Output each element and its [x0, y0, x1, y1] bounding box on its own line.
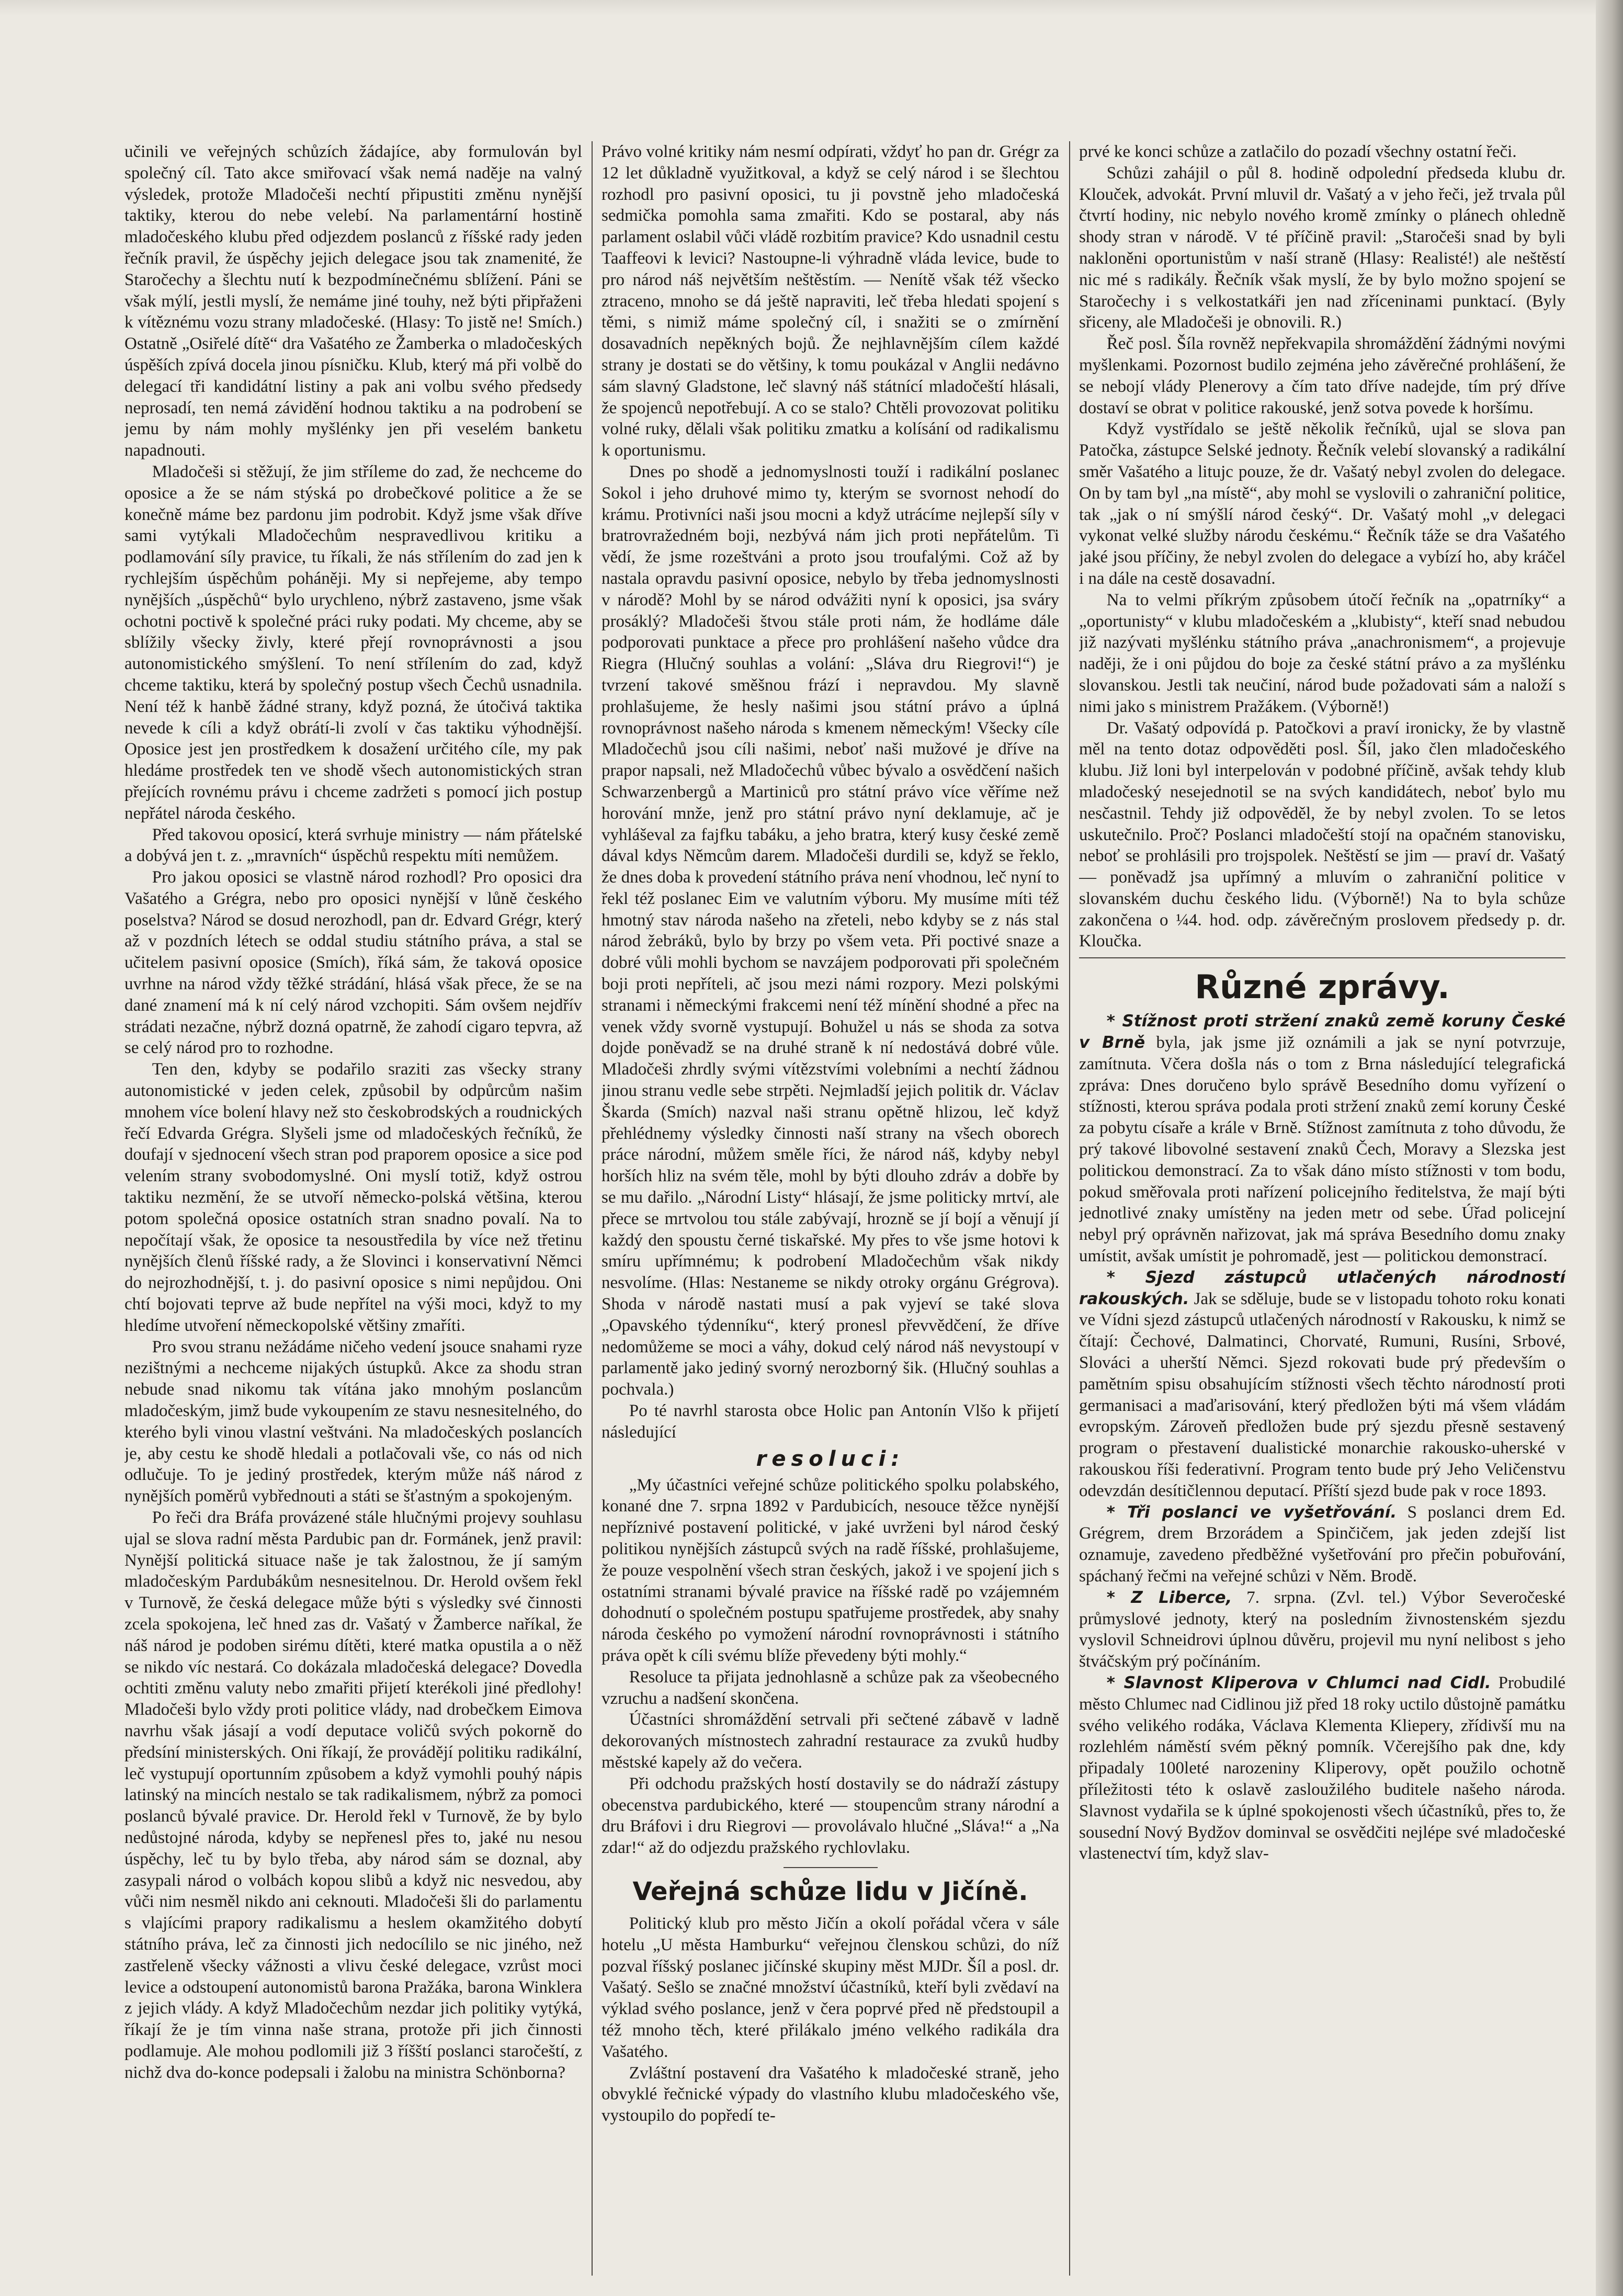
news-item-text: Jak se sděluje, bude se v listopadu tohoto roku konati ve Vídni sjezd zástupců utlačených národností v Rakousku, k nimž se čítají: Čechové, Dalmatinci, Chorvaté, Rumuni, Rusíni, Srbové, Slováci a uherští Němci. Sjezd rokovati bude prý především o pamětním spisu obsahujícím stížnosti všech těchto národností proti germanisaci a maďarisování, který předložen býti má všem vládám evropským. Zároveň předložen bude prý sjezdu přesně sestavený program o přestavení dualistické monarchie rakousko-uherské v rakouskou říši federativní. Program tento bude prý Jeho Veličenstvu odevzdán desítičlennou deputací. Příští sjezd bude pak v roce 1893. — [1079, 1289, 1565, 1500]
news-item-head: * Slavnost Kliperova v Chlumci nad Cidl. — [1106, 1673, 1491, 1692]
news-item-text: Probudilé město Chlumec nad Cidlinou již před 18 roky uctilo důstojně památku svého velikého rodáka, Václava Klementa Kliepery, zřídivší mu na rozlehlém náměstí svém pěkný pomník. Včerejšího pak dne, kdy připadaly 100leté narozeniny Kliperovy, opět použilo ochotně příležitosti této k oslavě zasloužilého buditele našeho národa. Slavnost vydařila se k úplné spokojenosti všech účastníků, přes to, že sousední Nový Bydžov dominval se osvědčiti nejlépe své mladočeské vlastenectví tím, když slav- — [1079, 1673, 1565, 1863]
news-item-head: * Z Liberce, — [1106, 1588, 1232, 1607]
column-3 — [1079, 141, 1565, 2276]
paragraph: Mladočeši si stěžují, že jim stříleme do zad, že nechceme do oposice a že se nám stýská po drobečkové politice a že se konečně máme bez pardonu jim podrobit. Když jsme však dříve sami vytýkali Mladočechům nespravedlivou kritiku a podlamování síly pravice, tu říkali, že nás střílením do zad jen k rychlejším úspěchům poháněji. My si nepřejeme, aby tempo nynějších „úspěchů“ bylo urychleno, nýbrž zastaveno, jsme však ochotni poctivě k společné práci ruky podati. My chceme, aby se sblížily všecky živly, které přejí rovnoprávnosti a jsou autonomistického smýšlení. To není střílením do zad, když chceme taktiku, která by společný postup všech Čechů usnadnila. Není též k hanbě žádné strany, když pozná, že útočivá taktika nevede k cíli a když obrátí-li zvolí v čas taktiku výhodnější. Oposice jest jen prostředkem k dosažení určitého cíle, my pak hledáme prostředek ten ve shodě všech autonomistických stran přejících rovnému právu i chceme zadržeti s pomocí jich postup nepřátel národa českého. — [124, 462, 582, 823]
section-divider — [784, 1867, 878, 1868]
news-item-text: byla, jak jsme již oznámili a jak se nyní potvrzuje, zamítnuta. Včera došla nás o tom z Brna následující telegrafická zpráva: Dnes doručeno bylo správě Besedního domu vyřízení o stížnosti, kterou správa podala proti stržení znaků zemí koruny České za pobytu císaře a krále v Brně. Stížnost zamítnuta z toho důvodu, že prý takové libovolné sestavení znaků Čech, Moravy a Slezska jest politickou demonstrací. Za to však dáno místo stížnosti v tom bodu, pokud směřovala proti nařízení policejního ředitelstva, že mají býti jednotlivé znaky umístěny na jeden metr od sebe. Úřad policejní nebyl prý oprávněn nařizovat, jak má správa Besedního domu znaky umístit, avšak umístit je pohromadě, jest — politickou demonstrací. — [1079, 1033, 1565, 1266]
paragraph: Dr. Vašatý odpovídá p. Patočkovi a praví ironicky, že by vlastně měl na tento dotaz odpověděti posl. Šíl, jako člen mladočeského klubu. Již loni byl interpelován v podobné příčině, avšak tehdy klub mladočeský nesejednotil se na svých kandidátech, neboť bylo mu nesčastnil. Tehdy již odpověděl, že by nebyl zvolen. To se letos uskutečnilo. Proč? Poslanci mladočeští stojí na opačném stanovisku, neboť se prohlásili pro trojspolek. Neštěstí se jim — praví dr. Vašatý — poněvadž jsa upřímný a mluvím o zahraniční politice v slovanském duchu českého lidu. (Výborně!) Na to byla schůze zakončena o ¼4. hod. odp. závěrečným proslovem předsedy p. dr. Kloučka. — [1079, 718, 1565, 951]
news-item — [1079, 1011, 1565, 1267]
section-rule — [1079, 957, 1565, 958]
news-item-head: * Stížnost proti stržení znaků země koruny České v Brně — [1079, 1012, 1565, 1053]
paragraph: Na to velmi příkrým způsobem útočí řečník na „opatrníky“ a „oportunisty“ v klubu mladočeském a „klubisty“, kteří snad nebudou již nazývati myšlénku státního práva „anachronismem“, a projevuje naději, že i oni půjdou do boje za české státní právo a za myšlénku slovanskou. Jestli tak neučiní, národ bude požadovati sám a naloží s nimi jako s ministrem Pražákem. (Výborně!) — [1079, 590, 1565, 716]
paragraph: Řeč posl. Šíla rovněž nepřekvapila shromáždění žádnými novými myšlenkami. Pozornost budilo zejména jeho závěrečné prohlášení, že se nebojí vlády Plenerovy a čím tato dříve nadejde, tím prý dříve dostaví se obrat v politice rakouské, jenž sotva povede k horšímu. — [1079, 334, 1565, 417]
newspaper-page — [124, 141, 1581, 2276]
page-edge — [1596, 0, 1623, 2296]
paragraph: Resoluce ta přijata jednohlasně a schůze pak za všeobecného vzruchu a nadšení skončena. — [601, 1667, 1059, 1708]
paragraph: Ten den, kdyby se podařilo sraziti zas všecky strany autonomistické v jeden celek, způsobil by odpůrcům našim mnohem více bolení hlavy než sto českobrodských a roudnických řečí Edvarda Grégra. Slyšeli jsme od mladočeských řečníků, že doufají v sjednocení všech stran pod praporem oposice a sice pod velením strany svobodomyslné. Oni myslí totiž, když ostrou taktiku nezmění, že se utvoří německo-polská většina, kterou potom společná oposice ostatních stran snadno povalí. Na to nepočítají však, že oposice ta nesoustředila by více než třetinu nynějších členů říšské rady, a že Slovinci i konservativní Němci do nejrozhodnější, t. j. do pasivní oposice s nimi nepůjdou. Oni chtí bojovati teprve až bude nepřítel na výši moci, když to my hledíme utvoření německopolské většiny zmaříti. — [124, 1060, 582, 1335]
paragraph: Před takovou oposicí, která svrhuje ministry — nám přátelské a dobývá jen t. z. „mravních“ úspěchů respektu míti nemůžem. — [124, 825, 582, 866]
news-item — [1079, 1672, 1565, 1864]
paragraph: Zvláštní postavení dra Vašatého k mladočeské straně, jeho obvyklé řečnické výpady do vlastního klubu mladočeského vše, vystoupilo do popředí te- — [601, 2063, 1059, 2125]
paragraph: Pro jakou oposici se vlastně národ rozhodl? Pro oposici dra Vašatého a Grégra, nebo pro oposici nynější v lůně českého poselstva? Národ se dosud nerozhodl, pan dr. Edvard Grégr, který až v pozdních létech se oddal studiu státního práva, a stal se učitelem pasivní oposice (Smích), říká sám, že taková oposice uvrhne na národ vždy těžké strádání, hlásá však přece, že se na dané znamení má k ní celý národ vzchopiti. Sám ovšem nejdřív strádati nezačne, nýbrž dozná opatrně, že zahodí cigaro tepvra, až se celý národ pro to rozhodne. — [124, 868, 582, 1058]
column-1 — [124, 141, 582, 2276]
paragraph: Politický klub pro město Jičín a okolí pořádal včera v sále hotelu „U města Hamburku“ veřejnou členskou schůzi, do níž pozval říšský poslanec jičínské skupiny měst MJDr. Šíl a posl. dr. Vašatý. Sešlo se značné množství účastníků, kteří byli zvědaví na výklad svého poslance, jenž v čera poprvé před ně předstoupil a též mnoho těch, které přilákalo jméno velkého radikála dra Vašatého. — [601, 1914, 1059, 2061]
paragraph: prvé ke konci schůze a zatlačilo do pozadí všechny ostatní řeči. — [1079, 142, 1517, 161]
paragraph: učinili ve veřejných schůzích žádajíce, aby formulován byl společný cíl. Tato akce smiřovací však nemá naděje na valný výsledek, protože Mladočeši nechtí připustiti změnu nynější taktiky, kterou do nebe velebí. Na parlamentární hostině mladočeského klubu před odjezdem poslanců z říšské rady jeden řečník pravil, že úspěchy jejich delegace jsou tak znamenité, že Staročechy a šlechtu nutí k bezpodmínečnému sblížení. Páni se však mýlí, jestli myslí, že nemáme jiné touhy, než býti připřaženi k vítěznému vozu strany mladočeské. (Hlasy: To jistě ne! Smích.) Ostatně „Osiřelé dítě“ dra Vašatého ze Žamberka o mladočeských úspěších zpívá docela jinou písničku. Klub, který má při volbě do delegací tři kandidátní listiny a pak ani volbu svého předsedy neprosadí, ten nemá závidění hodnou taktiku a na podrobení se jemu by nám mohly myšlénky jen při veselém banketu napadnouti. — [124, 142, 582, 460]
paragraph: Schůzi zahájil o půl 8. hodině odpolední předseda klubu dr. Klouček, advokát. První mluvil dr. Vašatý a v jeho řeči, jež trvala půl čtvrtí hodiny, nic nebylo nového kromě zmínky o plánech ohledně shody stran v národě. V té příčině pravil: „Staročeši snad by byli nakloněni oportunistům v naší straně (Hlasy: Realisté!) ale neštěstí nic mé s radikály. Řečník však myslí, že by bylo možno spojení se Staročechy i s velkostatkáři jen nad zříceninami punktací. (Byly sřiceny, ale Mladočeši je obnovili. R.) — [1079, 163, 1565, 332]
news-item-text: S poslanci drem Ed. Grégrem, drem Brzorádem a Spinčičem, jak jeden zdejší list oznamuje, zavedeno předběžné vyšetřování pro přečin pobuřování, spáchaný řečmi na veřejné schůzi v Něm. Brodě. — [1079, 1502, 1565, 1586]
paragraph: Po té navrhl starosta obce Holic pan Antonín Vlšo k přijetí následující — [601, 1401, 1059, 1442]
news-item-head: * Tři poslanci ve vyšetřování. — [1106, 1502, 1397, 1522]
paragraph: Když vystřídalo se ještě několik řečníků, ujal se slova pan Patočka, zástupce Selské jednoty. Řečník velebí slovanský a radikální směr Vašatého a litujc pouze, že dr. Vašatý nebyl zvolen do delegace. On by tam byl „na místě“, aby mohl se vyslovili o zahraniční politice, tak „jak o ní smýšlí národ český“. Dr. Vašatý mohl „v delegaci vykonat velké služby národu českému.“ Řečník táže se dra Vašatého jaké jsou příčiny, že nebyl zvolen do delegace a vybízí ho, aby kráčel i na dále na cestě dosavadní. — [1079, 420, 1565, 588]
section-title: Různé zprávy. — [1195, 968, 1450, 1006]
scan-top-shadow — [0, 0, 1596, 16]
article-headline: Veřejná schůze lidu v Jičíně. — [632, 1876, 1028, 1906]
paragraph: Dnes po shodě a jednomyslnosti touží i radikální poslanec Sokol i jeho druhové mimo ty, kterým se svornost nehodí do krámu. Protivníci naši jsou mocni a když utrácíme nejlepší síly v bratrovražedném boji, nezbývá nám jich proti nepřátelům. Ti vědí, že jsme rozeštváni a proto jsou troufalými. Což až by nastala opravdu pasivní oposice, nebylo by třeba jednomyslnosti v národě? Mohl by se národ odvážiti nyní k oposici, jsa sváry prosáklý? Mladočeši štvou stále proti nám, že hodláme dále podporovati punktace a přece pro prohlášení našeho vůdce dra Riegra (Hlučný souhlas a volání: „Sláva dru Riegrovi!“) je tvrzení takové směšnou frází i nepravdou. My slavně prohlašujeme, že hesly našimi jsou státní právo a úplná rovnoprávnost našeho národa s kmenem německým! Všecky cíle Mladočechů jsou cíli našimi, neboť naši mužové je dříve na prapor napsali, než Mladočechů vůbec bývalo a osvědčení našich Schwarzenbergů a Martiniců pro státní právo více věříme než horování mnže, jenž pro státní právo nyní deklamuje, ač je vyhláševal za fajfku tabáku, a jeho bratra, který kusy české země dával kdys Němcům darem. Mladočeši durdili se, když se řeklo, že dnes doba k provedení státního práva není vhodnou, leč nyní to řekl též poslanec Eim ve valutním výboru. My musíme míti též hmotný stav národa našeho na zřeteli, nebo kdyby se z nás stal národ žebráků, bylo by brzy po všem veta. Při poctivé snaze a dobré vůli mohli bychom se navzájem podporovati při společném boji proti nepříteli, ač jsou mezi námi rozpory. Mezi polskými stranami i německými frakcemi není též mínění shodné a přec na venek vždy svorně vystupují. Bohužel u nás se shoda za sotva dojde poněvadž se na druhé straně k ní nedostává dobré vůle. Mladočeši zhrdly svými vítězstvími volebními a nechtí žádnou jinou stranu vedle sebe strpěti. Nejmladší jejich politik dr. Václav Škarda (Smích) nazval naši stranu opětně hlizou, leč když přehlédnemy výsledky činnosti naší strany na všech oborech práce národní, můžem směle říci, že národ náš, kdyby nebyl horších hliz na svém těle, mohl by býti dlouho zdráv a dobře by se mu dařilo. „Národní Listy“ hlásají, že jsme politicky mrtví, ale přece se mrtvolou tou stále zabývají, hrozně se jí bojí a věnují jí každý den spoustu černé tiskařské. My přes to vše jsme hotovi k smíru upřímnému; k podrobení Mladočechům však nikdy nesvolíme. (Hlas: Nestaneme se nikdy otroky orgánu Grégrova). Shoda v národě nastati musí a pak vyjeví se také slova „Opavského týdenníku“, který pronesl převvědčení, že dříve nedomůžeme se moci a váhy, dokud celý národ náš nevystoupí v parlamentě jako jediný svorný nerozborný šik. (Hlučný souhlas a pochvala.) — [601, 462, 1059, 1399]
resolution-heading: resoluci: — [756, 1446, 905, 1471]
news-item — [1079, 1502, 1565, 1587]
paragraph: Po řeči dra Bráfa provázené stále hlučnými projevy souhlasu ujal se slova radní města Pardubic pan dr. Formánek, jenž pravil: Nynější politická situace naše je tak žalostnou, že jí samým mladočeským Pardubákům nesnesitelnou. Dr. Herold ovšem řekl v Turnově, že česká delegace může býti s výsledky své činnosti zcela spokojena, leč hned zas dr. Vašatý v Žamberce naříkal, že náš národ je podoben sirému dítěti, které matka opustila a o něž se nikdo víc nestará. Co dokázala mladočeská delegace? Dovedla ochtiti změnu valuty nebo zmařiti přijetí kterékoli jiné předlohy! Mladočeši bylo vždy proti politice vlády, nad drobečkem Eimova navrhu však jásají a vodí deputace voličů svých pokorně do předsíní ministerských. Oni říkají, že provádějí politiku radikální, leč vystupují oportunním způsobem a když vymohli pouhý nápis latinský na mincích nestalo se tak radikalismem, nýbrž za pomoci poslanců bývalé pravice. Dr. Herold řekl v Turnově, že by bylo nedůstojné národa, kdyby se nepřenesl přes to, jaké nu nesou úspěchy, leč tu by bylo třeba, aby národ sám se doznal, aby zasypali národ o volbách kopou slibů a když nic nesvedou, aby vůči nim nesměl nikdo ani ceknouti. Mladočeši šli do parlamentu s vlajícími prapory radikalismu a heslem okamžitého dobytí státního práva, leč za činnosti jich nedocílilo se nic jiného, než zastřeleně všecky vážnosti a vlivu české delegace, vzrůst moci levice a odstoupení autonomistů barona Pražáka, barona Winklera z jejich vlády. A když Mladočechům nezdar jich politiky vytýká, říkají že je tím vinna naše strana, protože při jich činnosti podlamuje. Ale mohou podlomili již 3 říšští poslanci staročeští, z nichž dva do-konce podepsali i žalobu na ministra Schönborna? — [124, 1508, 582, 2082]
paragraph: Pro svou stranu nežádáme ničeho vedení jsouce snahami ryze nezištnými a nechceme nijakých ústupků. Akce za shodu stran nebude snad nikomu tak vítána jako mnohým poslancům mladočeským, jimž bude vykoupením ze stavu nesnesitelného, do kterého byli vinou vlastní veštváni. Na mladočeských poslancích je, aby cestu ke shodě hledali a potlačovali vše, co nás od nich odlučuje. To je jediný prostředek, kterým může náš národ z nynějších poměrů vybřednouti a státi se šťastným a spokojeným. — [124, 1337, 582, 1506]
news-item — [1079, 1267, 1565, 1502]
column-2 — [601, 141, 1059, 2276]
news-item-text: 7. srpna. (Zvl. tel.) Výbor Severočeské průmyslové jednoty, který na posledním živnostenském sjezdu vyslovil Schneidrovi úplnou důvěru, projevil mu nyní nelibost s jeho štváčským prý počínáním. — [1079, 1588, 1565, 1671]
paragraph: Právo volné kritiky nám nesmí odpírati, vždyť ho pan dr. Grégr za 12 let důkladně využitkoval, a když se celý národ i se šlechtou rozhodl pro pasivní oposici, tu ji povstně jeho mladočeská sedmička pomohla sama zmařiti. Kdo se postaral, aby nás parlament oslabil vůči vládě rozbitím pravice? Kdo usnadnil cestu Taaffeovi k levici? Nastoupne-li výhradně vláda levice, bude to pro národ náš největším neštěstím. — Nenítě však též všecko ztraceno, mnoho se dá ještě napraviti, leč třeba hledati spojení s těmi, s nimiž máme společný cíl, i snažiti se o zmírnění dosavadních nepěkných bojů. Že nejhlavnějším cílem každé strany je dostati se do většiny, k tomu poukázal v Anglii nedávno sám slavný Gladstone, leč slavný náš státnící mladočeští hlásali, že spojenců nepotřebují. A co se stalo? Chtěli provozovat politiku volné ruky, dělali však politiku zmatku a kolísání od radikalismu k oportunismu. — [601, 142, 1059, 460]
paragraph: Účastníci shromáždění setrvali při sečtené zábavě v ladně dekorovaných místnostech zahradní restaurace za zvuků hudby městské kapely až do večera. — [601, 1710, 1059, 1772]
column-rule — [592, 141, 593, 2276]
resolution-text: „My účastníci veřejné schůze politického spolku polabského, konané dne 7. srpna 1892 v Pardubicích, nesouce těžce nynější nepříznivé postavení politické, v jaké uvrženi byl národ český politikou nynějších zástupců svých na radě říšské, prohlašujeme, že pouze vespolnění všech stran českých, jakož i ve spojení jich s ostatními stranami bývalé pravice na říšské radě po vzájemném dohodnutí o společném postupu spatřujeme prostředek, aby snahy národa českého po vymožení národní rovnoprávnosti i státního práva opět k cíli svému blíže převedeny býti mohly.“ — [601, 1475, 1059, 1665]
news-item — [1079, 1587, 1565, 1672]
news-item-head: * Sjezd zástupců utlačených národností rakouských. — [1079, 1268, 1565, 1308]
paragraph: Při odchodu pražských hostí dostavily se do nádraží zástupy obecenstva pardubického, které — stoupencům strany národní a dru Bráfovi i dru Riegrovi — provolávalo hlučné „Sláva!“ a „Na zdar!“ až do odjezdu pražského rychlovlaku. — [601, 1774, 1059, 1858]
column-rule — [1069, 141, 1070, 2276]
